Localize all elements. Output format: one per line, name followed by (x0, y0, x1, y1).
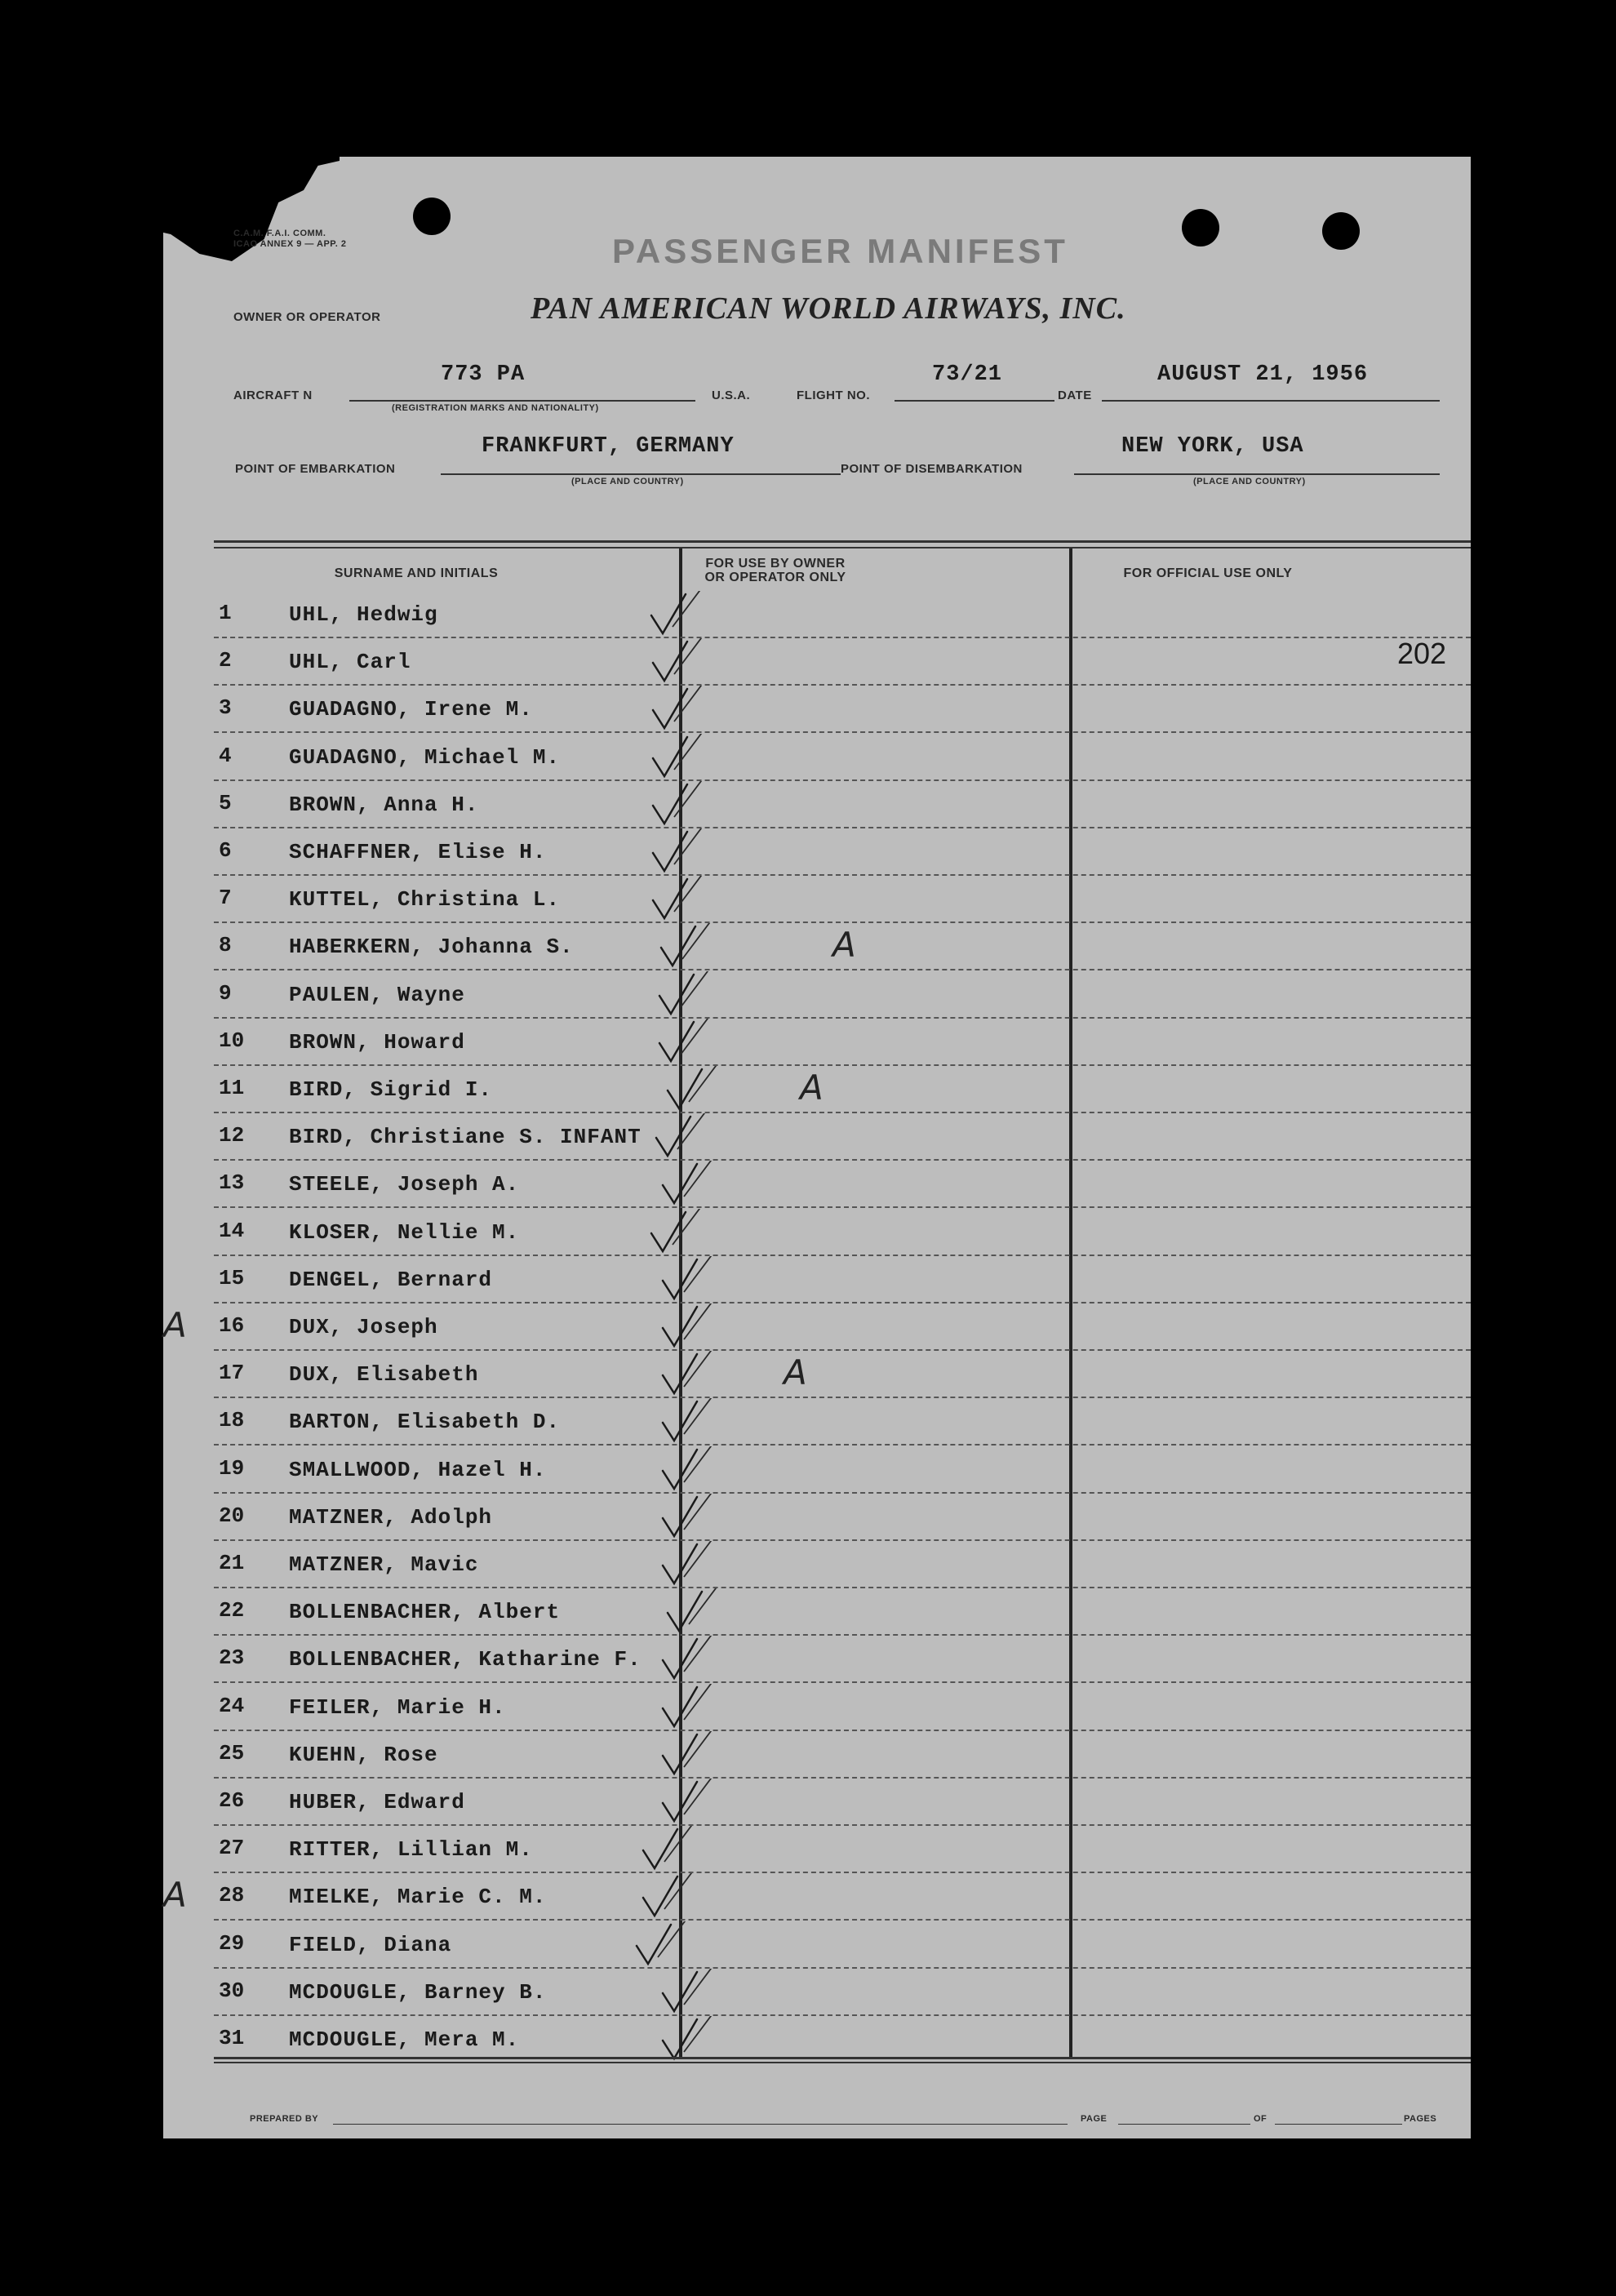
punch-hole (1322, 212, 1360, 250)
passenger-name: FEILER, Marie H. (289, 1694, 506, 1720)
passenger-number: 21 (219, 1551, 245, 1575)
passenger-name: BARTON, Elisabeth D. (289, 1410, 561, 1435)
list-item (214, 1017, 1471, 1066)
passenger-name: BOLLENBACHER, Albert (289, 1600, 561, 1625)
checkmark-icon (646, 734, 736, 784)
passenger-name: DENGEL, Bernard (289, 1267, 493, 1292)
official-number: 202 (1397, 637, 1447, 670)
list-item (214, 637, 1471, 686)
passenger-number: 23 (219, 1645, 245, 1671)
passenger-name: KUEHN, Rose (289, 1742, 438, 1767)
list-item (214, 1587, 1471, 1636)
list-item (214, 1920, 1471, 1969)
passenger-name: KUTTEL, Christina L. (289, 887, 561, 913)
list-item (214, 1730, 1471, 1779)
list-item (214, 1207, 1471, 1256)
passenger-name: DUX, Elisabeth (289, 1362, 479, 1388)
list-item (214, 1682, 1471, 1731)
column-header-official: FOR OFFICIAL USE ONLY (1123, 566, 1293, 580)
list-item (214, 1112, 1471, 1161)
list-item (214, 827, 1471, 876)
page-title: PASSENGER MANIFEST (612, 232, 1068, 270)
embarkation-caption: (PLACE AND COUNTRY) (571, 477, 684, 486)
checkmark-icon (656, 1969, 746, 2019)
list-item (214, 874, 1471, 923)
passenger-name: UHL, Carl (289, 650, 411, 675)
page-label: PAGE (1081, 2114, 1108, 2124)
list-item (214, 1397, 1471, 1446)
passenger-name: MIELKE, Marie C. M. (289, 1885, 547, 1910)
passenger-name: FIELD, Diana (289, 1932, 452, 1957)
airline-name: PAN AMERICAN WORLD AIRWAYS, INC. (531, 291, 1126, 326)
checkmark-icon (661, 1588, 751, 1639)
passenger-number: 5 (219, 790, 232, 815)
passenger-name: HABERKERN, Johanna S. (289, 935, 574, 960)
passenger-number: 25 (219, 1740, 245, 1765)
passenger-name: HUBER, Edward (289, 1790, 465, 1814)
list-item (214, 589, 1471, 638)
passenger-number: 24 (219, 1693, 245, 1718)
list-item (214, 1539, 1471, 1588)
passenger-name: MCDOUGLE, Barney B. (289, 1979, 547, 2005)
checkmark-icon (656, 1731, 746, 1782)
checkmark-icon (656, 1636, 746, 1686)
checkmark-icon (653, 1019, 743, 1069)
passenger-number: 28 (219, 1883, 245, 1908)
passenger-number: 30 (219, 1978, 245, 2003)
list-item (214, 1255, 1471, 1303)
passenger-name: BROWN, Howard (289, 1029, 465, 1055)
list-item (214, 732, 1471, 781)
checkmark-icon (646, 686, 736, 736)
checkmark-icon (645, 591, 735, 642)
passenger-name: SMALLWOOD, Hazel H. (289, 1457, 547, 1482)
list-item (214, 1492, 1471, 1541)
checkmark-icon (656, 1161, 746, 1211)
passenger-name: BIRD, Sigrid I. (289, 1077, 493, 1102)
passenger-name: MATZNER, Adolph (289, 1504, 493, 1530)
list-item (214, 684, 1471, 733)
passenger-number: 9 (219, 980, 232, 1006)
passenger-number: 13 (219, 1170, 245, 1196)
passenger-number: 19 (219, 1455, 245, 1481)
passenger-number: 20 (219, 1503, 245, 1528)
passenger-number: 11 (219, 1076, 245, 1100)
passenger-name: MCDOUGLE, Mera M. (289, 2027, 520, 2052)
handwritten-mark: A (800, 1068, 824, 1108)
form-ref-line1: C.A.M. F.A.I. COMM. (233, 229, 326, 238)
passenger-number: 31 (219, 2026, 245, 2050)
passenger-number: 27 (219, 1836, 245, 1861)
list-item (163, 1302, 1471, 1351)
checkmark-icon (656, 1398, 746, 1449)
passenger-number: 15 (219, 1265, 245, 1290)
list-item (163, 1872, 1471, 1921)
checkmark-icon (645, 1209, 735, 1259)
passenger-number: 14 (219, 1218, 245, 1243)
handwritten-mark: A (163, 1875, 187, 1916)
passenger-number: 26 (219, 1788, 245, 1813)
passenger-number: 18 (219, 1408, 245, 1433)
passenger-name: SCHAFFNER, Elise H. (289, 840, 547, 864)
list-item (214, 1349, 1471, 1398)
owner-column-line2: OR OPERATOR ONLY (704, 571, 846, 584)
passenger-name: KLOSER, Nellie M. (289, 1219, 520, 1245)
date-label: DATE (1058, 389, 1092, 402)
embarkation-label: POINT OF EMBARKATION (235, 462, 396, 476)
owner-label: OWNER OR OPERATOR (233, 310, 381, 324)
checkmark-icon (646, 828, 736, 879)
punch-hole (413, 198, 451, 235)
list-item (214, 970, 1471, 1019)
column-header-owner (677, 557, 873, 584)
handwritten-mark: A (832, 925, 856, 966)
aircraft-label: AIRCRAFT N (233, 389, 313, 402)
passenger-name: RITTER, Lillian M. (289, 1837, 533, 1863)
of-label: OF (1254, 2114, 1267, 2124)
checkmark-icon (646, 781, 736, 832)
passenger-name: GUADAGNO, Michael M. (289, 744, 561, 770)
passenger-name: PAULEN, Wayne (289, 982, 465, 1007)
registration-caption: (REGISTRATION MARKS AND NATIONALITY) (392, 403, 599, 413)
handwritten-mark: A (163, 1305, 187, 1345)
disembarkation-label: POINT OF DISEMBARKATION (841, 462, 1023, 476)
passenger-number: 2 (219, 648, 232, 673)
column-header-surname: SURNAME AND INITIALS (334, 566, 499, 580)
passenger-number: 4 (219, 743, 232, 768)
flight-value: 73/21 (932, 362, 1003, 387)
checkmark-icon (637, 1873, 726, 1924)
punch-hole (1182, 209, 1219, 246)
passenger-name: DUX, Joseph (289, 1315, 438, 1339)
passenger-name: UHL, Hedwig (289, 602, 438, 627)
passenger-number: 3 (219, 695, 232, 721)
list-item (214, 1824, 1471, 1873)
checkmark-icon (656, 1541, 746, 1592)
torn-corner (160, 153, 340, 276)
flight-label: FLIGHT NO. (797, 389, 870, 402)
checkmark-icon (656, 1446, 746, 1497)
pages-label: PAGES (1404, 2114, 1437, 2124)
aircraft-value: 773 PA (441, 362, 526, 387)
embarkation-value: FRANKFURT, GERMANY (482, 434, 735, 459)
checkmark-icon (656, 1256, 746, 1307)
form-reference (233, 229, 346, 250)
manifest-sheet (163, 157, 1471, 2138)
checkmark-icon (655, 923, 744, 974)
passenger-name: BIRD, Christiane S. INFANT (289, 1125, 642, 1150)
passenger-number: 22 (219, 1598, 245, 1623)
form-ref-line2: ICAO ANNEX 9 — APP. 2 (233, 239, 347, 249)
checkmark-icon (656, 1351, 746, 1401)
checkmark-icon (646, 876, 736, 926)
checkmark-icon (637, 1826, 726, 1876)
passenger-number: 17 (219, 1361, 245, 1386)
list-item (214, 1064, 1471, 1113)
prepared-by-label: PREPARED BY (250, 2114, 319, 2124)
checkmark-icon (650, 1113, 739, 1164)
passenger-name: BOLLENBACHER, Katharine F. (289, 1647, 642, 1672)
list-item (214, 2014, 1471, 2063)
checkmark-icon (656, 1494, 746, 1544)
list-item (214, 1967, 1471, 2016)
list-item (214, 1159, 1471, 1208)
list-item (214, 922, 1471, 970)
list-item (214, 1634, 1471, 1683)
passenger-number: 8 (219, 933, 232, 958)
passenger-name: GUADAGNO, Irene M. (289, 697, 533, 722)
disembarkation-caption: (PLACE AND COUNTRY) (1193, 477, 1306, 486)
passenger-number: 10 (219, 1028, 245, 1053)
checkmark-icon (656, 1303, 746, 1354)
disembarkation-value: NEW YORK, USA (1121, 434, 1304, 459)
owner-column-line1: FOR USE BY OWNER (705, 557, 846, 571)
list-item (214, 1445, 1471, 1494)
usa-label: U.S.A. (712, 389, 751, 402)
passenger-number: 29 (219, 1930, 245, 1956)
passenger-number: 12 (219, 1123, 245, 1148)
passenger-number: 6 (219, 838, 232, 863)
passenger-name: MATZNER, Mavic (289, 1552, 479, 1577)
checkmark-icon (630, 1921, 720, 1972)
passenger-name: STEELE, Joseph A. (289, 1172, 520, 1197)
checkmark-icon (653, 971, 743, 1022)
list-item (214, 1777, 1471, 1826)
checkmark-icon (646, 638, 736, 689)
passenger-number: 16 (219, 1313, 245, 1338)
checkmark-icon (661, 1066, 751, 1117)
passenger-number: 7 (219, 886, 232, 911)
passenger-number: 1 (219, 601, 232, 625)
passenger-name: BROWN, Anna H. (289, 792, 479, 817)
list-item (214, 779, 1471, 828)
date-value: AUGUST 21, 1956 (1157, 362, 1369, 387)
checkmark-icon (656, 1684, 746, 1734)
handwritten-mark: A (784, 1352, 807, 1393)
checkmark-icon (656, 1779, 746, 1829)
